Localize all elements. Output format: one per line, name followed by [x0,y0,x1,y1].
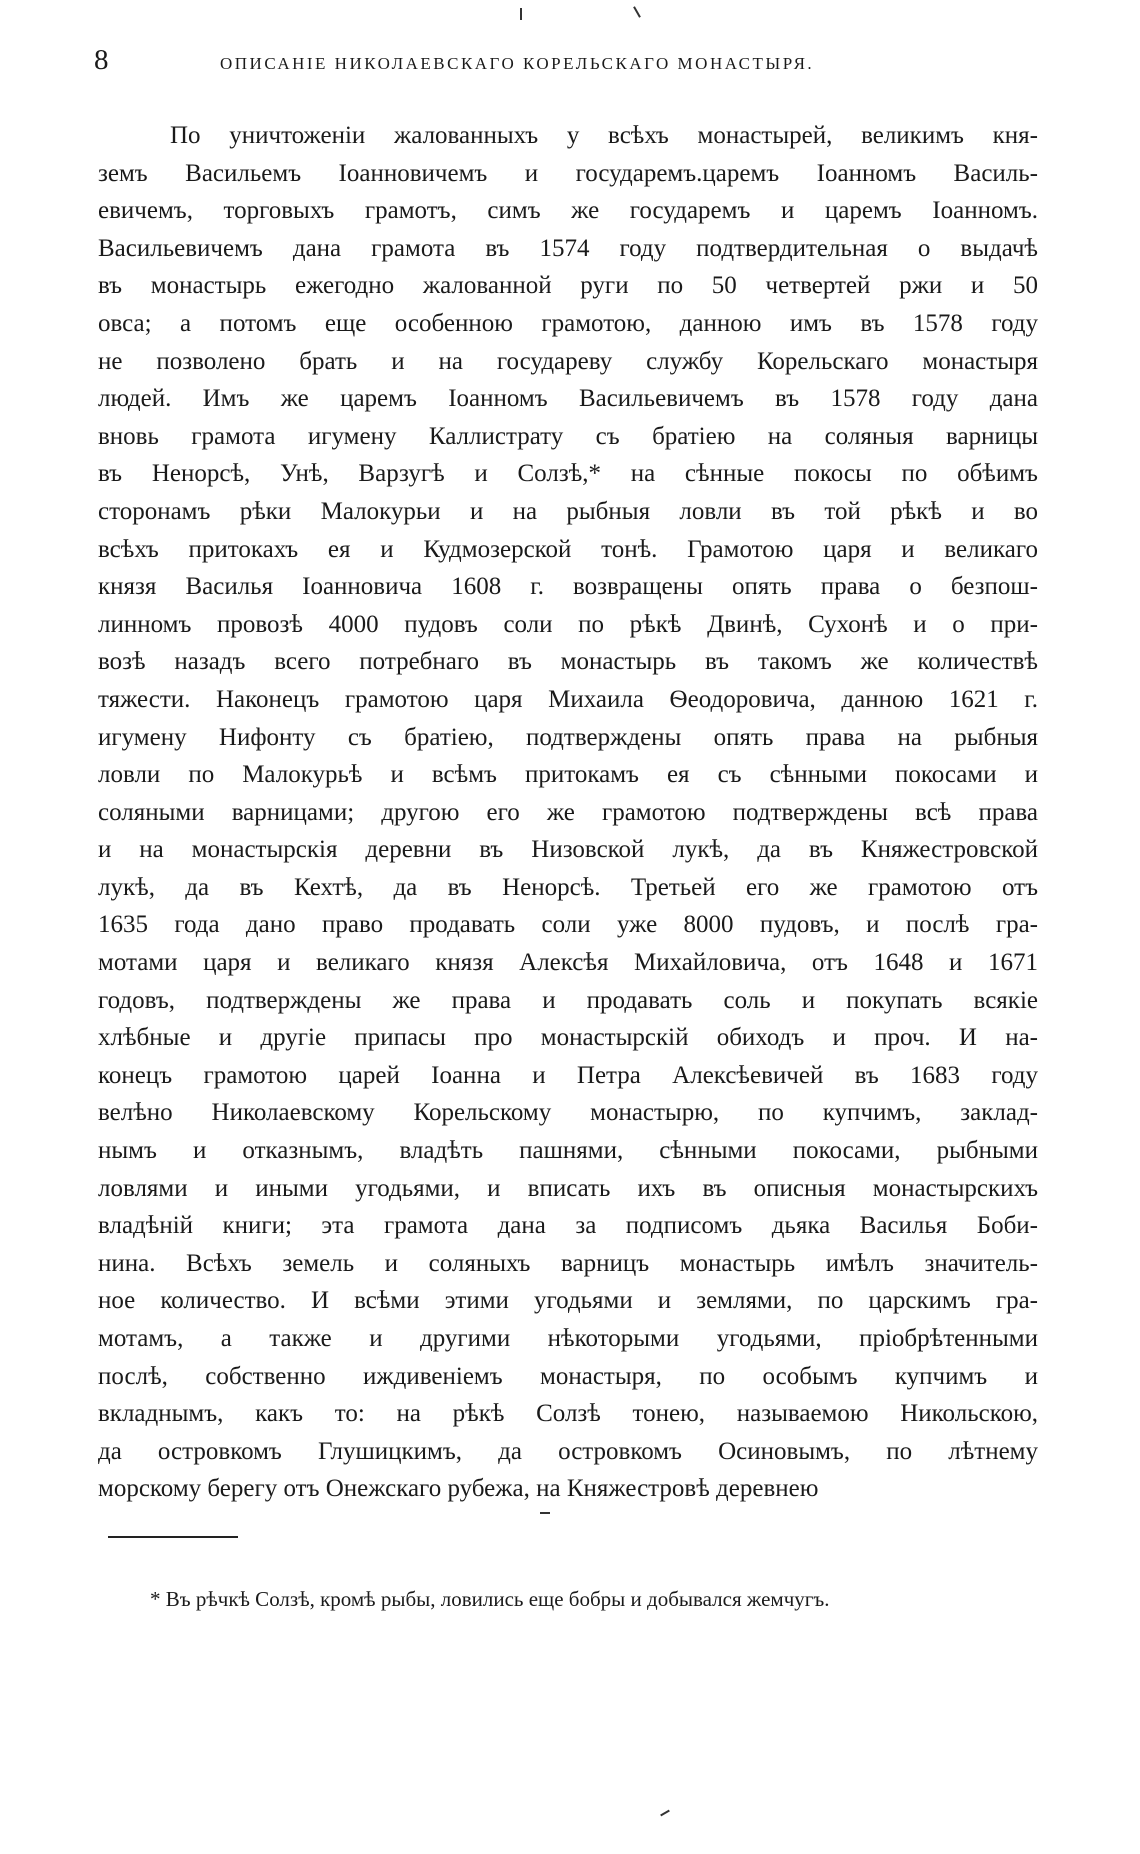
text-line: сторонамъ рѣки Малокурьи и на рыбныя ловли въ той рѣкѣ и во [98,497,1038,525]
text-line: мотамъ, а также и другими нѣкоторыми угодьями, пріобрѣтенными [98,1325,1038,1352]
text-line: евичемъ, торговыхъ грамотъ, симъ же государемъ и царемъ Іоанномъ. [98,197,1038,225]
text-line: игумену Нифонту съ братіею, подтверждены опять права на рыбныя [98,723,1038,751]
text-line: въ Ненорсѣ, Унѣ, Варзугѣ и Солзѣ,* на сѣнные покосы по обѣимъ [98,460,1038,488]
text-line: всѣхъ притокахъ ея и Кудмозерской тонѣ. Грамотою царя и великаго [98,535,1038,563]
footnote: * Въ рѣчкѣ Солзѣ, кромѣ рыбы, ловились еще бобры и добывался жемчугъ. [150,1587,830,1611]
text-line: не позволено брать и на государеву службу Корельскаго монастыря [98,347,1038,375]
text-line: конецъ грамотою царей Іоанна и Петра Алексѣевичей въ 1683 году [98,1061,1038,1089]
text-line: соляными варницами; другою его же грамотою подтверждены всѣ права [98,798,1038,826]
text-line: нымъ и отказнымъ, владѣть пашнями, сѣнными покосами, рыбными [98,1137,1038,1165]
text-line: годовъ, подтверждены же права и продавать соль и покупать всякіе [98,986,1038,1014]
text-line: овса; а потомъ еще особенною грамотою, данною имъ въ 1578 году [98,309,1038,337]
text-line: линномъ провозѣ 4000 пудовъ соли по рѣкѣ Двинѣ, Сухонѣ и о при- [98,610,1038,638]
text-line: ловлями и иными угодьями, и вписать ихъ въ описныя монастырскихъ [98,1174,1038,1202]
scan-speck [520,8,522,20]
text-line: вкладнымъ, какъ то: на рѣкѣ Солзѣ тонею, называемою Никольскою, [98,1400,1038,1428]
text-line: ловли по Малокурьѣ и всѣмъ притокамъ ея съ сѣнными покосами и [98,761,1038,789]
text-line: морскому берегу отъ Онежскаго рубежа, на Княжестровѣ деревнею [98,1475,819,1503]
page-header [94,44,1036,84]
text-line: въ монастырь ежегодно жалованной руги по 50 четвертей ржи и 50 [98,272,1038,300]
text-line: хлѣбные и другіе припасы про монастырскій обиходъ и проч. И на- [98,1024,1038,1052]
text-line: велѣно Николаевскому Корельскому монастырю, по купчимъ, заклад- [98,1099,1038,1127]
running-title: ОПИСАНІЕ НИКОЛАЕВСКАГО КОРЕЛЬСКАГО МОНАСТЫРЯ. [220,54,815,73]
text-line: послѣ, собственно иждивеніемъ монастыря, по особымъ купчимъ и [98,1362,1038,1390]
text-line: мотами царя и великаго князя Алексѣя Михайловича, отъ 1648 и 1671 [98,949,1038,977]
text-line: нина. Всѣхъ земель и соляныхъ варницъ монастырь имѣлъ значитель- [98,1249,1038,1277]
text-line: вновь грамота игумену Каллистрату съ братіею на соляныя варницы [98,422,1038,450]
text-line: владѣній книги; эта грамота дана за подписомъ дьяка Василья Боби- [98,1212,1038,1240]
page-number: 8 [94,44,109,76]
text-line: тяжести. Наконецъ грамотою царя Михаила Ѳеодоровича, данною 1621 г. [98,685,1038,713]
scan-speck [540,1512,550,1514]
text-line: возѣ назадъ всего потребнаго въ монастырь въ такомъ же количествѣ [98,648,1038,676]
scan-speck [633,6,641,17]
text-line: По уничтоженіи жалованныхъ у всѣхъ монастырей, великимъ кня- [170,122,1038,149]
text-line: Васильевичемъ дана грамота въ 1574 году подтвердительная о выдачѣ [98,234,1038,262]
text-line: земъ Васильемъ Іоанновичемъ и государемъ.царемъ Іоанномъ Василь- [98,159,1038,187]
text-line: ное количество. И всѣми этими угодьями и землями, по царскимъ гра- [98,1287,1038,1315]
body-text [98,117,1038,1508]
scan-speck [660,1810,670,1817]
text-line: лукѣ, да въ Кехтѣ, да въ Ненорсѣ. Третьей его же грамотою отъ [98,873,1038,901]
text-line: людей. Имъ же царемъ Іоанномъ Васильевичемъ въ 1578 году дана [98,385,1038,413]
footnote-divider [108,1536,238,1538]
text-line: и на монастырскія деревни въ Низовской лукѣ, да въ Княжестровской [98,836,1038,864]
text-line: да островкомъ Глушицкимъ, да островкомъ Осиновымъ, по лѣтнему [98,1437,1038,1465]
text-line: 1635 года дано право продавать соли уже 8000 пудовъ, и послѣ гра- [98,911,1038,939]
text-line: князя Василья Іоанновича 1608 г. возвращены опять права о безпош- [98,573,1038,601]
